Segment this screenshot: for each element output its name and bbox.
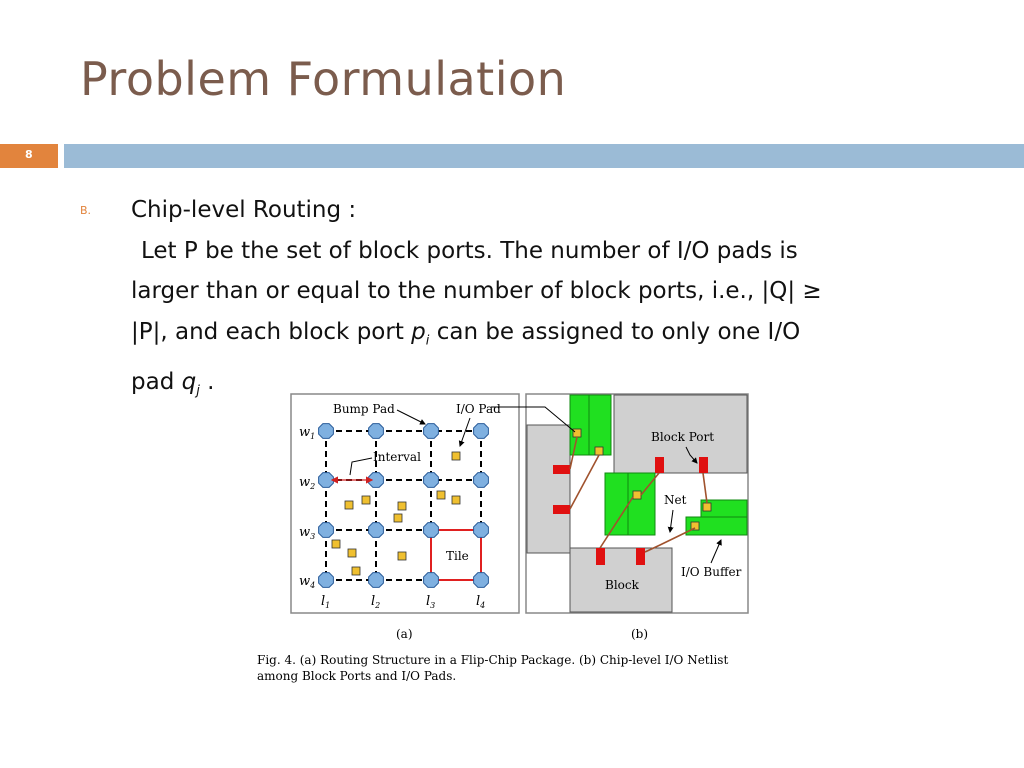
bump-pad [474,473,489,488]
bump-pad [319,573,334,588]
block-port [636,548,645,565]
bump-pad [369,573,384,588]
col-label-l4: $l_4$ [476,594,486,610]
bump-pad [474,523,489,538]
bump-pad [424,473,439,488]
body-line-4-a: pad [131,368,182,395]
body-line-3 [131,312,991,362]
io-buffer [605,473,629,535]
block-port [553,465,570,474]
bump-pad [424,523,439,538]
bump-pad [369,523,384,538]
panel-a [291,394,519,641]
io-pad [452,452,460,460]
io-pad [633,491,641,499]
panel-b-label: (b) [631,627,649,641]
bump-pad [424,424,439,439]
io-pad [352,567,360,575]
net-label: Net [664,493,687,507]
col-label-l1: $l_1$ [321,594,331,610]
bullet-heading: Chip-level Routing : [131,197,357,223]
var-p: p [411,318,426,345]
io-pad [362,496,370,504]
panel-a-label: (a) [396,627,413,641]
var-q-sub: j [196,383,200,399]
row-label-w1: $w_1$ [299,425,316,441]
io-pad [398,502,406,510]
bullet-marker: B. [80,204,92,217]
figure-caption-line-2: among Block Ports and I/O Pads. [257,669,457,683]
figure-caption-line-1: Fig. 4. (a) Routing Structure in a Flip-Chip Package. (b) Chip-level I/O Netlist [257,653,729,667]
figure [250,390,790,690]
body-line-4-b: . [199,368,215,395]
io-buffer [589,395,611,455]
body-line-3-a: |P|, and each block port [131,318,412,345]
panel-b [491,394,748,641]
io-pad [452,496,460,504]
block-port [596,548,605,565]
var-p-sub: i [425,333,430,349]
block-port [655,457,664,473]
block-port [699,457,708,473]
io-buffer-label: I/O Buffer [681,565,742,579]
io-pad [394,514,402,522]
block-port-label: Block Port [651,430,715,444]
row-label-w3: $w_3$ [299,525,316,541]
bump-pad [319,424,334,439]
row-label-w4: $w_4$ [299,574,316,590]
block-left [527,425,570,553]
bump-pad [319,473,334,488]
var-q: q [181,368,197,395]
slide-number: 8 [25,148,33,161]
header-accent-bar [64,144,1024,168]
io-pad [573,429,581,437]
io-pad [332,540,340,548]
slide-number-bar [0,144,58,168]
slide-body [131,190,991,412]
io-pad [398,552,406,560]
io-pad [345,501,353,509]
bump-pad [474,424,489,439]
io-pad [703,503,711,511]
slide-title: Problem Formulation [80,52,567,106]
bump-pad [319,523,334,538]
row-label-w2: $w_2$ [299,475,316,491]
bump-pad-label: Bump Pad [333,402,395,416]
col-label-l3: $l_3$ [426,594,436,610]
bump-pad [474,573,489,588]
body-line-2: larger than or equal to the number of block ports, i.e., |Q| ≥ [131,278,822,304]
interval-label: Interval [373,450,421,464]
tile-label: Tile [446,549,469,563]
bump-pad [369,424,384,439]
body-line-3-b: can be assigned to only one I/O [429,318,801,345]
io-pad [348,549,356,557]
body-line-1: Let P be the set of block ports. The number of I/O pads is [141,237,798,264]
block-port [553,505,570,514]
io-pad-label: I/O Pad [456,402,501,416]
col-label-l2: $l_2$ [371,594,381,610]
io-pad [595,447,603,455]
block-label: Block [605,578,639,592]
bump-pad [424,573,439,588]
io-pad [437,491,445,499]
io-buffer [570,395,590,455]
